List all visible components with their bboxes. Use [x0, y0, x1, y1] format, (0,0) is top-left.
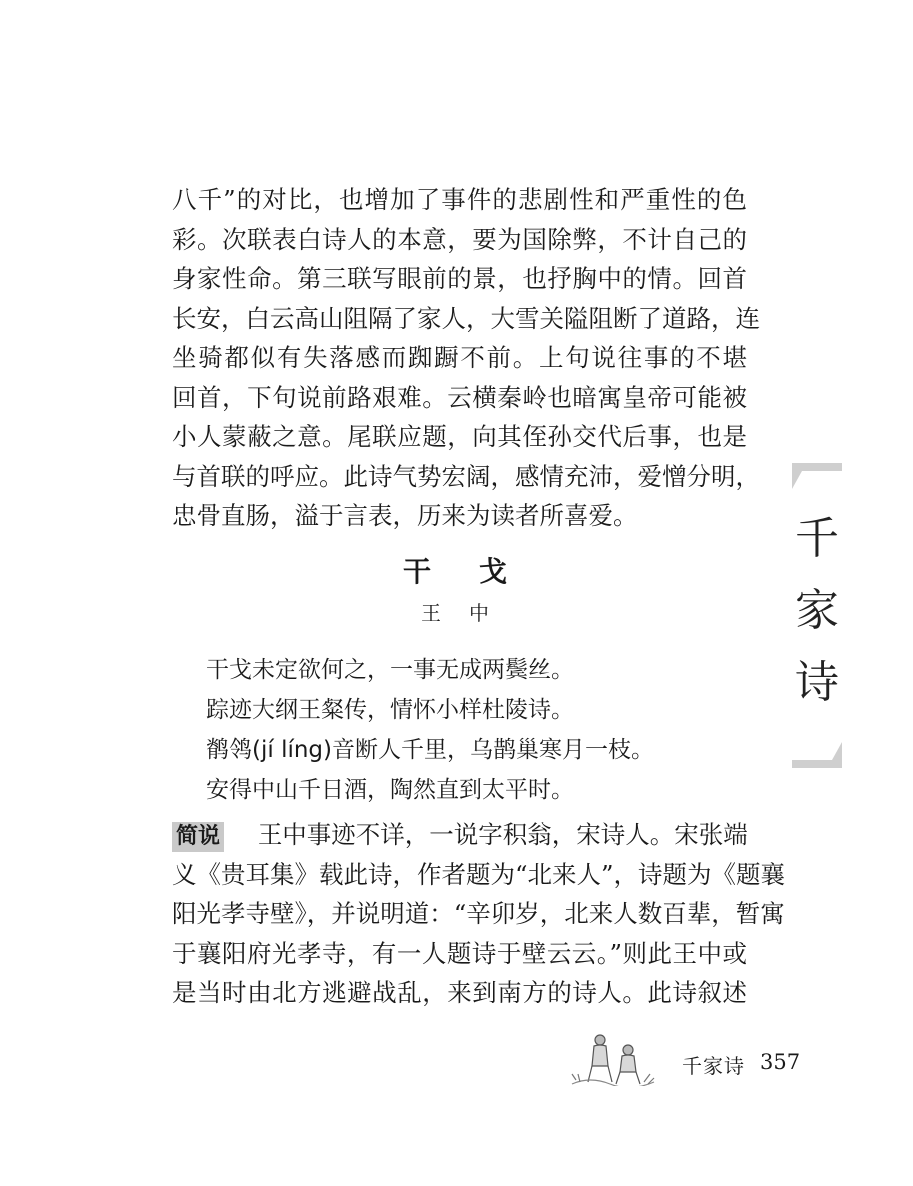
commentary-line: 义《贵耳集》载此诗，作者题为“北来人”，诗题为《题襄 — [172, 859, 786, 889]
poem-author: 王中 — [421, 601, 517, 625]
side-tab-char: 千 — [795, 513, 839, 564]
prose-line: 彩。次联表白诗人的本意，要为国除弊，不计自己的 — [172, 224, 747, 254]
prose-line: 八千”的对比，也增加了事件的悲剧性和严重性的色 — [172, 185, 747, 214]
side-tab-char: 诗 — [795, 657, 839, 708]
running-title: 千家诗 — [682, 1054, 745, 1078]
prose-line: 小人蒙蔽之意。尾联应题，向其侄孙交代后事，也是 — [172, 422, 747, 451]
prose-line: 坐骑都似有失落感而踟蹰不前。上句说往事的不堪 — [172, 343, 747, 372]
two-figures-illustration-icon — [570, 1030, 656, 1086]
side-tab-chars — [792, 503, 842, 719]
page-footer — [570, 1030, 810, 1090]
commentary-line: 王中事迹不详，一说字积翁，宋诗人。宋张端 — [257, 820, 748, 849]
commentary-badge: 简说 — [172, 822, 224, 852]
prose-line: 与首联的呼应。此诗气势宏阔，感情充沛，爱憎分明， — [172, 461, 760, 491]
commentary-first-line — [172, 815, 747, 855]
prose-line: 身家性命。第三联写眼前的景，也抒胸中的情。回首 — [172, 264, 747, 293]
prose-line: 长安，白云高山阻隔了家人，大雪关隘阻断了道路，连 — [172, 303, 760, 333]
commentary-line: 是当时由北方逃避战乱，来到南方的诗人。此诗叙述 — [172, 978, 747, 1007]
poem-verse: 干戈未定欲何之，一事无成两鬓丝。 — [206, 657, 574, 683]
side-tab-char: 家 — [795, 585, 839, 636]
commentary-line: 阳光孝寺壁》，并说明道：“辛卯岁，北来人数百辈，暂寓 — [172, 899, 785, 928]
poem-title: 干戈 — [402, 555, 555, 588]
poem-verse: 鹡鸰(jí líng)音断人千里，乌鹊巢寒月一枝。 — [206, 737, 654, 763]
bracket-top-icon — [792, 463, 842, 489]
prose-line: 忠骨直肠，溢于言表，历来为读者所喜爱。 — [172, 501, 638, 530]
section-side-tab — [792, 463, 842, 768]
poem-body — [206, 650, 766, 810]
prose-line: 回首，下句说前路艰难。云横秦岭也暗寓皇帝可能被 — [172, 382, 747, 412]
page-number: 357 — [760, 1050, 801, 1074]
commentary-block — [172, 815, 786, 1013]
poem-verse: 安得中山千日酒，陶然直到太平时。 — [206, 777, 574, 803]
bracket-bottom-icon — [792, 742, 842, 768]
prose-block — [172, 180, 760, 536]
commentary-line: 于襄阳府光孝寺，有一人题诗于壁云云。”则此王中或 — [172, 938, 747, 968]
poem-verse: 踪迹大纲王粲传，情怀小样杜陵诗。 — [206, 697, 574, 723]
